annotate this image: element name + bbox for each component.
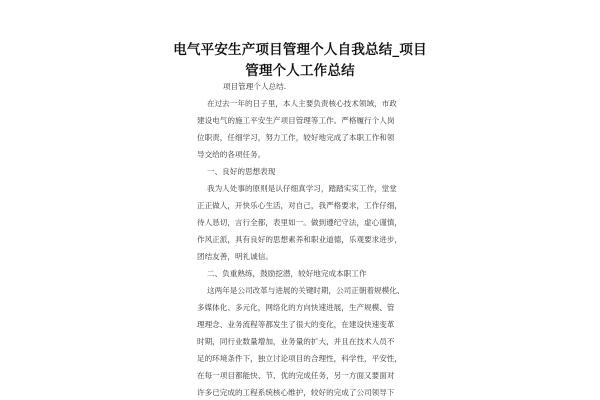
- paragraph-line: 待人恳切，言行全都，表里如一。做到遵纪守法，虚心谨慎，: [197, 218, 403, 227]
- paragraph-line: 理理念、业务流程等都发生了很大的变化，在建设快速变革: [197, 320, 395, 329]
- paragraph-line: 作风正派，具有良好的思想素养和职业道德，乐观要求进步，: [197, 235, 403, 244]
- paragraph-line: 项目管理个人总结.: [223, 82, 287, 91]
- paragraph-line: 建设电气的施工平安生产项目管理等工作。严格履行个人岗: [197, 116, 395, 125]
- paragraph-line: 二、负重熟练，鼓励挖潜，较好地完成本职工作: [207, 269, 367, 278]
- document-title-line-2: 管理个人工作总结: [245, 63, 355, 79]
- paragraph-line: 足的环境条件下，独立讨论项目的合理性，科学性，平安性，: [197, 354, 403, 363]
- document-body: [197, 78, 417, 400]
- paragraph-line: 许多已完成的工程系统核心维护，较好的完成了公司领导下: [197, 388, 395, 397]
- paragraph-line: 多媒体化、多元化，网络化的方向快速进展，生产规模、管: [197, 303, 395, 312]
- paragraph-line: 这两年是公司改革与进展的关键时期，公司正朝着规模化、: [207, 286, 405, 295]
- paragraph-line: 一、良好的思想表现: [207, 167, 276, 176]
- paragraph-line: 在过去一年的日子里，本人主要负责核心技术领域，市政: [207, 99, 397, 108]
- paragraph-line: 正正做人，开快乐心生活，对自己，我严格要求，工作仔细，: [197, 201, 403, 210]
- paragraph-line: 在每一项目都能快、节、优的完成任务，另一方面又要面对: [197, 371, 395, 380]
- document-title-line-1: 电气平安生产项目管理个人自我总结_项目: [173, 42, 427, 58]
- paragraph-line: 时期，同行业数量增加，业务量的扩大，并且在技术人员不: [197, 337, 395, 346]
- paragraph-line: 我为人处事的原则是认仔细真学习，踏踏实实工作，堂堂: [207, 184, 397, 193]
- paragraph-line: 团结友善，明礼诚信。: [197, 252, 273, 261]
- paragraph-line: 导交给的各项任务。: [197, 150, 266, 159]
- paragraph-line: 位职责，任细学习，努力工作，较好地完成了本职工作和领: [197, 133, 395, 142]
